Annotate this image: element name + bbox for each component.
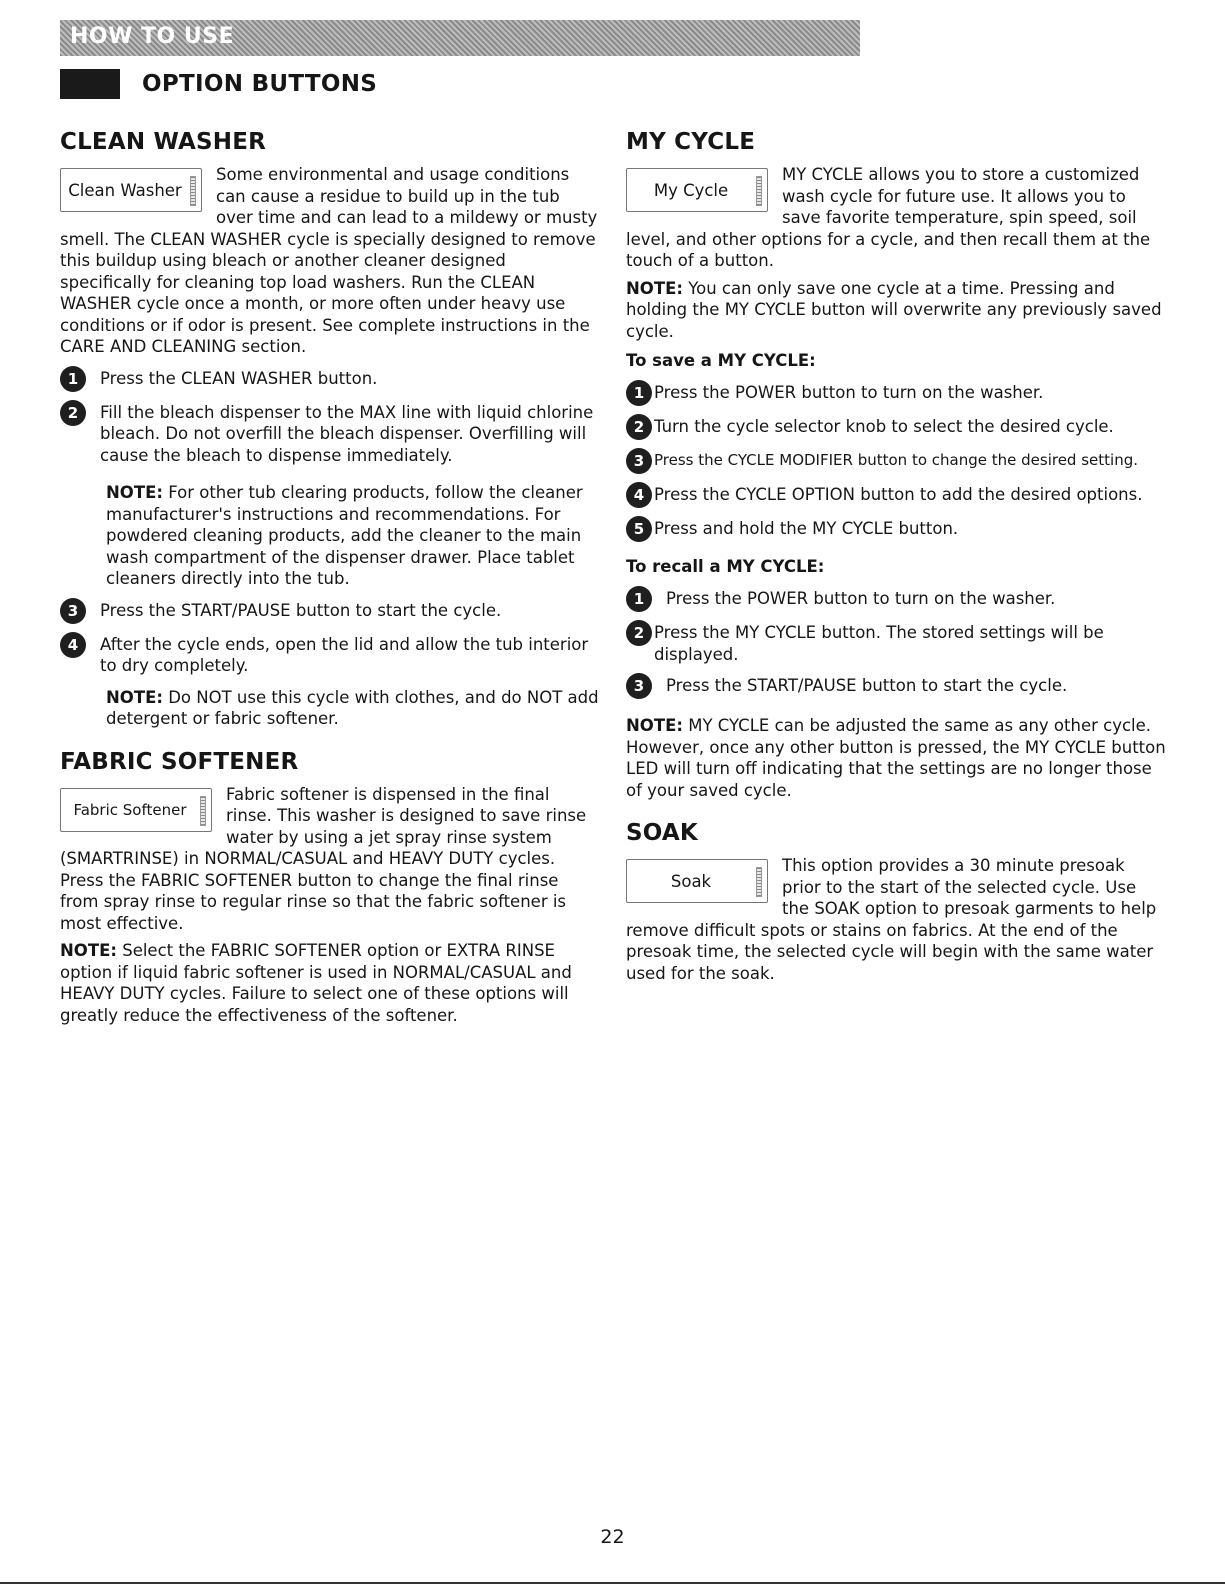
my-cycle-note-1 [626, 278, 1166, 343]
left-column [60, 128, 600, 1026]
step-text: Press the CYCLE MODIFIER button to change the desired setting. [654, 451, 1138, 469]
note-text: MY CYCLE can be adjusted the same as any other cycle. However, once any other button is pressed, the MY CYCLE button LED will turn off indicating that the settings are no longer those of your saved cycle. [626, 716, 1166, 800]
soak-button-illustration [626, 859, 768, 903]
clean-washer-note-2 [106, 687, 600, 730]
clean-washer-step [60, 402, 600, 467]
step-text: Press the POWER button to turn on the washer. [666, 589, 1056, 608]
banner-title: HOW TO USE [70, 24, 235, 49]
button-grip-icon [200, 796, 206, 826]
save-step [626, 382, 1166, 406]
step-number-icon: 2 [626, 620, 652, 646]
note-label: NOTE: [626, 716, 683, 735]
step-number-icon: 4 [626, 482, 652, 508]
save-my-cycle-heading: To save a MY CYCLE: [626, 351, 816, 370]
step-text: Press the CLEAN WASHER button. [100, 368, 378, 388]
my-cycle-title: MY CYCLE [626, 129, 756, 155]
recall-my-cycle-heading: To recall a MY CYCLE: [626, 557, 825, 576]
recall-step [626, 675, 1166, 699]
clean-washer-step [60, 368, 600, 392]
note-label: NOTE: [106, 687, 163, 707]
step-number-icon: 1 [626, 586, 652, 612]
step-text: Press the MY CYCLE button. The stored settings will be displayed. [654, 623, 1104, 664]
my-cycle-intro-block [626, 164, 1166, 272]
step-text: After the cycle ends, open the lid and allow the tub interior to dry completely. [100, 634, 589, 675]
fabric-softener-button-illustration [60, 788, 212, 832]
my-cycle-button-illustration [626, 168, 768, 212]
step-text: Press the CYCLE OPTION button to add the desired options. [654, 485, 1143, 504]
soak-intro-block [626, 855, 1166, 984]
clean-washer-intro-block [60, 164, 600, 358]
clean-washer-button-illustration [60, 168, 202, 212]
fabric-softener-title: FABRIC SOFTENER [60, 748, 299, 775]
page-number: 22 [600, 1526, 625, 1548]
right-column [626, 128, 1166, 984]
note-text: For other tub clearing products, follow the cleaner manufacturer's instructions and recommendations. For powdered cleaning products, add the cleaner to the main wash compartment of the dispenser drawer. Place tablet cleaners directly into the tub. [106, 483, 583, 588]
step-number-icon: 2 [626, 414, 652, 440]
button-grip-icon [756, 176, 762, 206]
note-text: Select the FABRIC SOFTENER option or EXTRA RINSE option if liquid fabric softener is used in NORMAL/CASUAL and HEAVY DUTY cycles. Failure to select one of these options will greatly reduce the effectiveness of the softener. [60, 941, 572, 1025]
step-number-icon: 3 [626, 448, 652, 474]
step-number-icon: 4 [60, 632, 86, 658]
soak-intro: This option provides a 30 minute presoak prior to the start of the selected cycle. Use the SOAK option to presoak garments to help remove difficult spots or stains on fabrics. At the end of the presoak time, the selected cycle will begin with the same water used for the soak. [626, 856, 1157, 983]
clean-washer-title: CLEAN WASHER [60, 129, 267, 155]
soak-button-label: Soak [670, 871, 712, 891]
step-text: Press the POWER button to turn on the washer. [654, 383, 1044, 402]
recall-step [626, 622, 1166, 665]
fabric-softener-note [60, 940, 600, 1026]
step-text: Press and hold the MY CYCLE button. [654, 519, 959, 538]
note-label: NOTE: [60, 941, 117, 960]
save-step [626, 416, 1166, 440]
step-text: Press the START/PAUSE button to start the cycle. [666, 676, 1068, 695]
note-label: NOTE: [626, 278, 683, 298]
clean-washer-note-1 [106, 482, 600, 590]
note-text: You can only save one cycle at a time. Pressing and holding the MY CYCLE button will overwrite any previously saved cycle. [626, 278, 1162, 341]
recall-step [626, 588, 1166, 612]
step-number-icon: 3 [626, 673, 652, 699]
fabric-softener-button-label: Fabric Softener [73, 800, 187, 819]
note-text: Do NOT use this cycle with clothes, and do NOT add detergent or fabric softener. [106, 687, 599, 728]
my-cycle-button-label: My Cycle [653, 180, 729, 200]
soak-title: SOAK [626, 820, 698, 846]
fabric-softener-intro-block [60, 784, 600, 935]
section-banner [60, 20, 860, 56]
save-step [626, 484, 1166, 508]
step-number-icon: 1 [626, 380, 652, 406]
save-step [626, 518, 1166, 542]
my-cycle-note-2 [626, 715, 1166, 801]
subheading [60, 67, 377, 101]
my-cycle-intro: MY CYCLE allows you to store a customized wash cycle for future use. It allows you to save favorite temperature, spin speed, soil level, and other options for a cycle, and then recall them at the touch of a button. [626, 165, 1151, 270]
subheading-marker [60, 69, 120, 99]
step-number-icon: 3 [60, 598, 86, 624]
save-step [626, 450, 1166, 474]
clean-washer-intro: Some environmental and usage conditions can cause a residue to build up in the tub over time and can lead to a mildewy or musty smell. The CLEAN WASHER cycle is specially designed to remove this buildup using bleach or another cleaner designed specifically for cleaning top load washers. Run the CLEAN WASHER cycle once a month, or more often under heavy use conditions or if odor is present. See complete instructions in the CARE AND CLEANING section. [60, 165, 598, 356]
step-text: Press the START/PAUSE button to start the cycle. [100, 600, 502, 620]
note-label: NOTE: [106, 483, 163, 502]
clean-washer-step [60, 634, 600, 677]
page-bottom-rule [0, 1582, 1225, 1584]
subheading-title: OPTION BUTTONS [142, 71, 378, 97]
step-number-icon: 1 [60, 366, 86, 392]
step-number-icon: 5 [626, 516, 652, 542]
clean-washer-button-label: Clean Washer [68, 180, 182, 200]
step-text: Turn the cycle selector knob to select the desired cycle. [654, 417, 1114, 436]
clean-washer-step [60, 600, 600, 624]
fabric-softener-intro: Fabric softener is dispensed in the final rinse. This washer is designed to save rinse water by using a jet spray rinse system (SMARTRINSE) in NORMAL/CASUAL and HEAVY DUTY cycles. Press the FABRIC SOFTENER button to change the final rinse from spray rinse to regular rinse so that the fabric softener is most effective. [60, 784, 587, 933]
button-grip-icon [756, 867, 762, 897]
button-grip-icon [190, 176, 196, 206]
step-number-icon: 2 [60, 400, 86, 426]
step-text: Fill the bleach dispenser to the MAX line with liquid chlorine bleach. Do not overfill the bleach dispenser. Overfilling will cause the bleach to dispense immediately. [100, 402, 594, 465]
